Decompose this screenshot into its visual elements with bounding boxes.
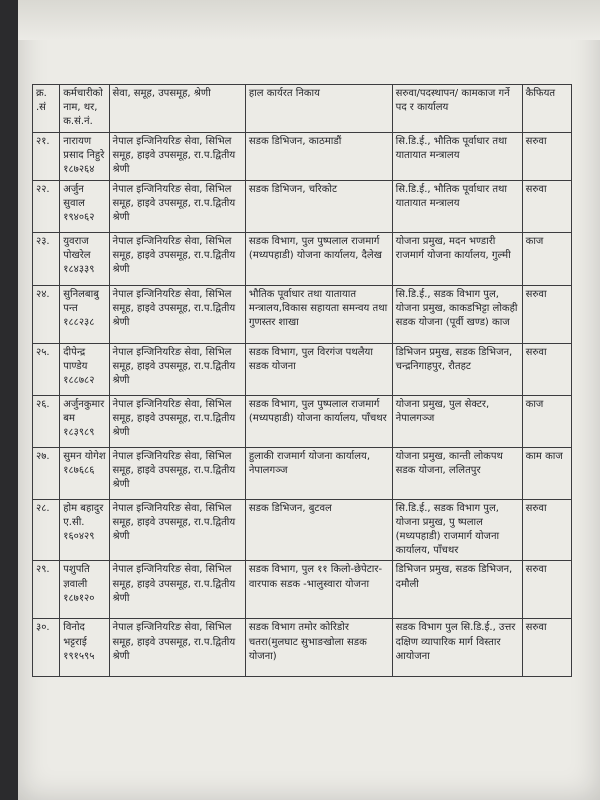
employee-id: १८७६८६ bbox=[63, 464, 95, 476]
employee-cell bbox=[60, 343, 109, 395]
serial-number-cell: २२. bbox=[33, 180, 60, 232]
remark-cell: सरुवा bbox=[522, 343, 571, 395]
current-office-cell: हुलाकी राजमार्ग योजना कार्यालय, नेपालगञ्ज bbox=[245, 447, 392, 499]
header-serial-number: क्र. .सं bbox=[33, 85, 60, 133]
header-transfer-posting: सरुवा/पदस्थापन/ कामकाज गर्ने पद र कार्यालय bbox=[392, 85, 522, 133]
current-office-cell: सडक विभाग, पुल विरगंज पथलैया सडक योजना bbox=[245, 343, 392, 395]
employee-name: अर्जुनकुमार बम bbox=[63, 398, 105, 424]
header-remark: कैफियत bbox=[522, 85, 571, 133]
document-page bbox=[18, 0, 600, 800]
employee-cell bbox=[60, 499, 109, 561]
employee-name: सुनिलबाबु पन्त bbox=[63, 288, 99, 314]
serial-number-cell: २५. bbox=[33, 343, 60, 395]
employee-id: १९४०६२ bbox=[63, 211, 95, 223]
transfer-posting-cell: योजना प्रमुख, मदन भण्डारी राजमार्ग योजना कार्यालय, गुल्मी bbox=[392, 232, 522, 285]
remark-cell: काज bbox=[522, 395, 571, 447]
employee-name: युवराज पोखरेल bbox=[63, 235, 91, 261]
service-group-cell: नेपाल इन्जिनियरिङ सेवा, सिभिल समूह, हाइवे उपसमूह, रा.प.द्वितीय श्रेणी bbox=[109, 180, 245, 232]
transfer-posting-cell: सडक विभाग पुल सि.डि.ई., उत्तर दक्षिण व्यापारिक मार्ग विस्तार आयोजना bbox=[392, 619, 522, 677]
transfer-posting-cell: योजना प्रमुख, पुल सेक्टर, नेपालगञ्ज bbox=[392, 395, 522, 447]
current-office-cell: सडक विभाग, पुल पुष्पलाल राजमार्ग (मध्यपहाडी) योजना कार्यालय, पाँचथर bbox=[245, 395, 392, 447]
employee-name: नारायण प्रसाद निहुरे bbox=[63, 135, 105, 161]
serial-number-cell: २४. bbox=[33, 285, 60, 343]
current-office-cell: सडक विभाग, पुल पुष्पलाल राजमार्ग (मध्यपहाडी) योजना कार्यालय, दैलेख bbox=[245, 232, 392, 285]
service-group-cell: नेपाल इन्जिनियरिङ सेवा, सिभिल समूह, हाइवे उपसमूह, रा.प.द्वितीय श्रेणी bbox=[109, 343, 245, 395]
table-row bbox=[33, 499, 572, 561]
current-office-cell: सडक डिभिजन, बुटवल bbox=[245, 499, 392, 561]
employee-cell bbox=[60, 561, 109, 619]
table-row bbox=[33, 232, 572, 285]
service-group-cell: नेपाल इन्जिनियरिङ सेवा, सिभिल समूह, हाइवे उपसमूह, रा.प.द्वितीय श्रेणी bbox=[109, 447, 245, 499]
employee-cell bbox=[60, 232, 109, 285]
remark-cell: सरुवा bbox=[522, 499, 571, 561]
remark-cell: सरुवा bbox=[522, 561, 571, 619]
employee-cell bbox=[60, 132, 109, 180]
remark-cell: काम काज bbox=[522, 447, 571, 499]
service-group-cell: नेपाल इन्जिनियरिङ सेवा, सिभिल समूह, हाइवे उपसमूह, रा.प.द्वितीय श्रेणी bbox=[109, 232, 245, 285]
employee-name: पशुपति ज्ञवाली bbox=[63, 564, 90, 590]
current-office-cell: भौतिक पूर्वाधार तथा यातायात मन्त्रालय,विकास सहायता समन्वय तथा गुणस्तर शाखा bbox=[245, 285, 392, 343]
employee-cell bbox=[60, 285, 109, 343]
table-row bbox=[33, 132, 572, 180]
employee-name: विनोद भट्टराई bbox=[63, 622, 87, 648]
transfer-posting-cell: सि.डि.ई., सडक विभाग पुल, योजना प्रमुख, काकडभिट्टा लोकही सडक योजना (पूर्वी खण्ड) काज bbox=[392, 285, 522, 343]
employee-id: १८७२६४ bbox=[63, 163, 95, 175]
employee-id: १८४३३९ bbox=[63, 263, 95, 275]
transfer-posting-cell: सि.डि.ई., भौतिक पूर्वाधार तथा यातायात मन्त्रालय bbox=[392, 180, 522, 232]
table-row bbox=[33, 619, 572, 677]
employee-id: १८८२३८ bbox=[63, 316, 95, 328]
serial-number-cell: २१. bbox=[33, 132, 60, 180]
employee-cell bbox=[60, 447, 109, 499]
service-group-cell: नेपाल इन्जिनियरिङ सेवा, सिभिल समूह, हाइवे उपसमूह, रा.प.द्वितीय श्रेणी bbox=[109, 285, 245, 343]
table-row bbox=[33, 447, 572, 499]
employee-name: सुमन योगेश bbox=[63, 450, 106, 462]
remark-cell: सरुवा bbox=[522, 619, 571, 677]
table-row bbox=[33, 561, 572, 619]
remark-cell: सरुवा bbox=[522, 180, 571, 232]
service-group-cell: नेपाल इन्जिनियरिङ सेवा, सिभिल समूह, हाइवे उपसमूह, रा.प.द्वितीय श्रेणी bbox=[109, 395, 245, 447]
remark-cell: सरुवा bbox=[522, 132, 571, 180]
current-office-cell: सडक डिभिजन, चरिकोट bbox=[245, 180, 392, 232]
table-row bbox=[33, 180, 572, 232]
serial-number-cell: २६. bbox=[33, 395, 60, 447]
serial-number-cell: २८. bbox=[33, 499, 60, 561]
current-office-cell: सडक विभाग, पुल ११ किलो-छेपेटार-वारपाक सडक -भालुस्वारा योजना bbox=[245, 561, 392, 619]
remark-cell: सरुवा bbox=[522, 285, 571, 343]
header-current-office: हाल कार्यरत निकाय bbox=[245, 85, 392, 133]
employee-id: १६०४२९ bbox=[63, 530, 95, 542]
service-group-cell: नेपाल इन्जिनियरिङ सेवा, सिभिल समूह, हाइवे उपसमूह, रा.प.द्वितीय श्रेणी bbox=[109, 619, 245, 677]
serial-number-cell: ३०. bbox=[33, 619, 60, 677]
remark-cell: काज bbox=[522, 232, 571, 285]
service-group-cell: नेपाल इन्जिनियरिङ सेवा, सिभिल समूह, हाइवे उपसमूह, रा.प.द्वितीय श्रेणी bbox=[109, 561, 245, 619]
serial-number-cell: २३. bbox=[33, 232, 60, 285]
employee-cell bbox=[60, 180, 109, 232]
employee-name: अर्जुन सुवाल bbox=[63, 183, 85, 209]
transfer-posting-cell: डिभिजन प्रमुख, सडक डिभिजन, चन्द्रनिगाहपुर, रौतहट bbox=[392, 343, 522, 395]
service-group-cell: नेपाल इन्जिनियरिङ सेवा, सिभिल समूह, हाइवे उपसमूह, रा.प.द्वितीय श्रेणी bbox=[109, 499, 245, 561]
table-header-row bbox=[33, 85, 572, 133]
header-employee-name: कर्मचारीको नाम, थर, क.सं.नं. bbox=[60, 85, 109, 133]
current-office-cell: सडक विभाग तमोर कोरिडोर चतरा(मुलघाट सुभाङखोला सडक योजना) bbox=[245, 619, 392, 677]
transfer-posting-cell: योजना प्रमुख, कान्ती लोकपथ सडक योजना, ललितपुर bbox=[392, 447, 522, 499]
transfer-posting-cell: डिभिजन प्रमुख, सडक डिभिजन, दमौली bbox=[392, 561, 522, 619]
table-row bbox=[33, 343, 572, 395]
table-row bbox=[33, 285, 572, 343]
current-office-cell: सडक डिभिजन, काठमाडौं bbox=[245, 132, 392, 180]
employee-cell bbox=[60, 619, 109, 677]
employee-cell bbox=[60, 395, 109, 447]
transfer-posting-cell: सि.डि.ई., सडक विभाग पुल, योजना प्रमुख, पु ष्पलाल (मध्यपहाडी) राजमार्ग योजना कार्यालय, पाँचथर bbox=[392, 499, 522, 561]
employee-name: दीपेन्द्र पाण्डेय bbox=[63, 346, 88, 372]
service-group-cell: नेपाल इन्जिनियरिङ सेवा, सिभिल समूह, हाइवे उपसमूह, रा.प.द्वितीय श्रेणी bbox=[109, 132, 245, 180]
serial-number-cell: २७. bbox=[33, 447, 60, 499]
employee-id: १८३९८९ bbox=[63, 426, 95, 438]
transfer-table bbox=[32, 84, 572, 677]
employee-id: १९१५९५ bbox=[63, 650, 95, 662]
table-row bbox=[33, 395, 572, 447]
employee-name: होम बहादुर ए.सी. bbox=[63, 502, 104, 528]
header-service-group: सेवा, समूह, उपसमूह, श्रेणी bbox=[109, 85, 245, 133]
serial-number-cell: २९. bbox=[33, 561, 60, 619]
employee-id: १८८७८२ bbox=[63, 374, 95, 386]
employee-id: १८७१२० bbox=[63, 592, 95, 604]
transfer-posting-cell: सि.डि.ई., भौतिक पूर्वाधार तथा यातायात मन्त्रालय bbox=[392, 132, 522, 180]
